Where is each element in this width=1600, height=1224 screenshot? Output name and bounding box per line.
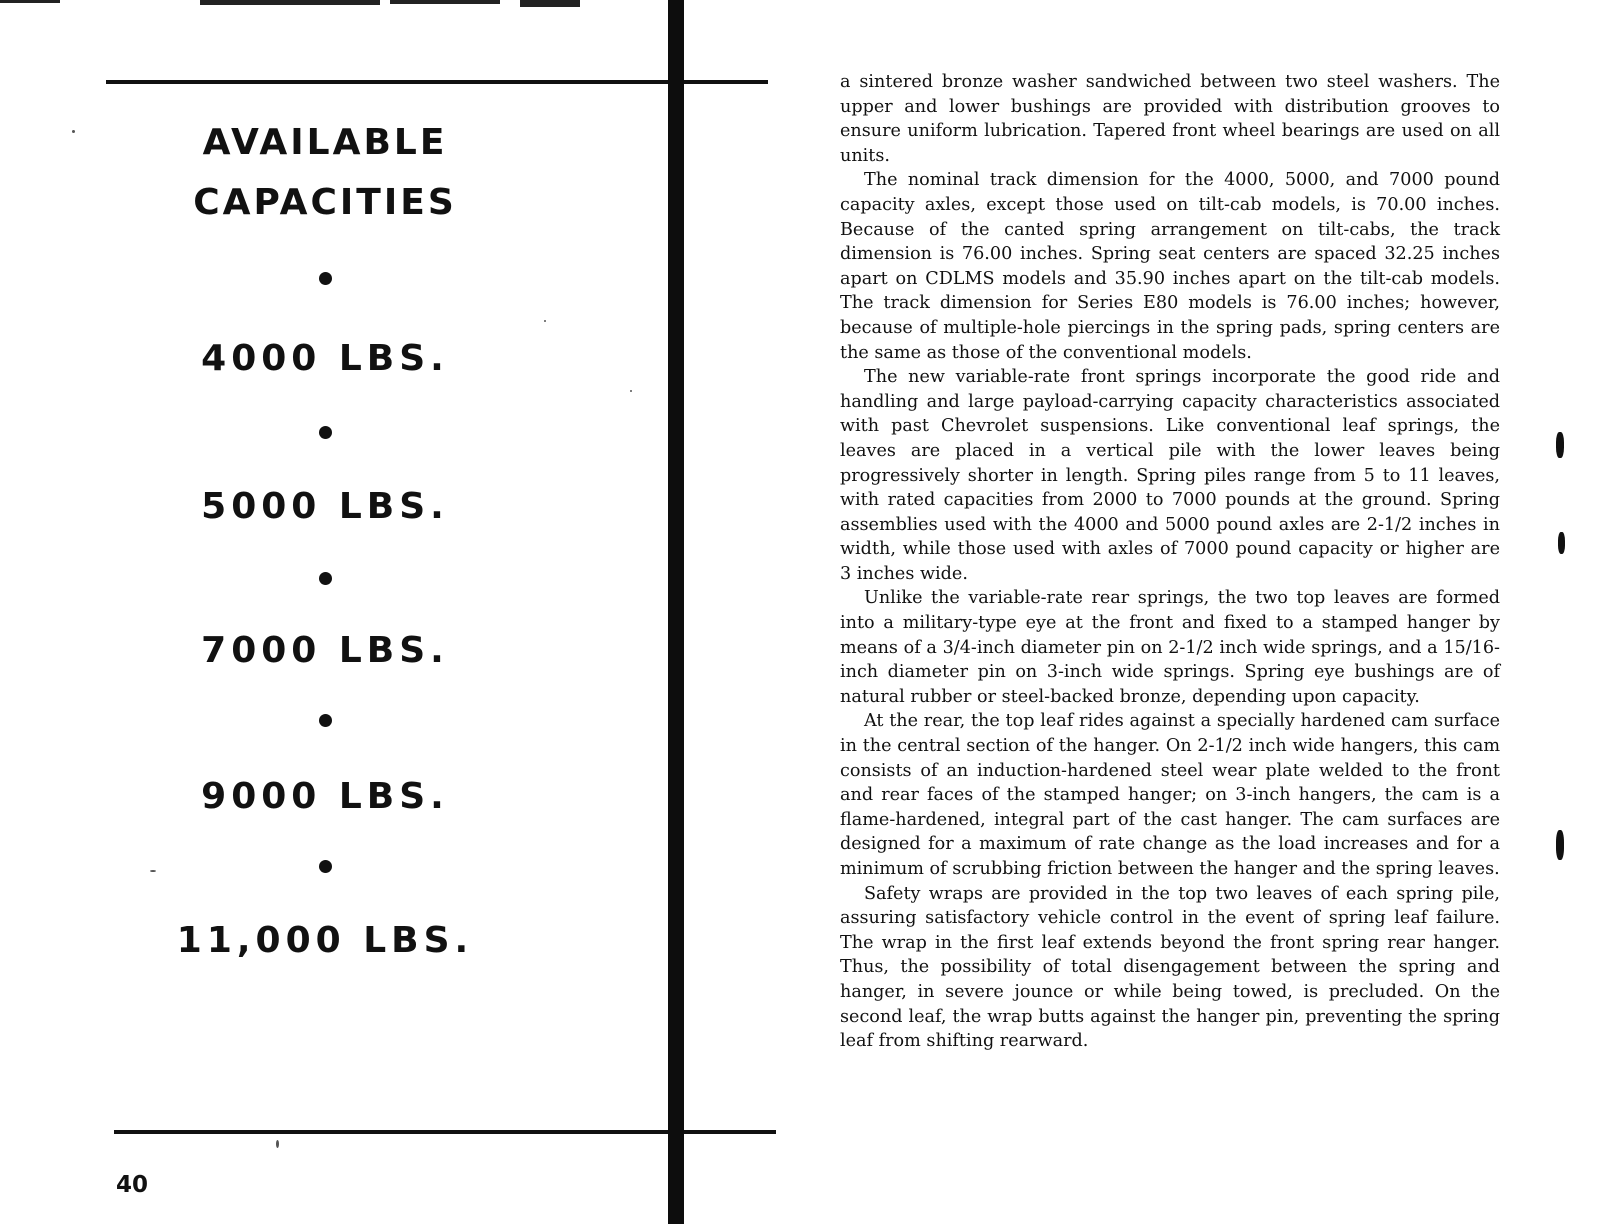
paragraph: a sintered bronze washer sandwiched between two steel washers. The upper and lower bushings are provided with distribution grooves to ensure uniform lubrication. Tapered front wheel bearings are used on all units. <box>840 72 1500 166</box>
right-page-text <box>840 70 1500 1054</box>
capacity-7000: 7000 LBS. <box>201 630 449 671</box>
bullet-dot <box>319 714 332 727</box>
capacity-9000: 9000 LBS. <box>201 776 449 817</box>
bullet-dot <box>319 572 332 585</box>
capacity-5000: 5000 LBS. <box>201 486 449 527</box>
paragraph: The new variable-rate front springs incorporate the good ride and handling and large payload-carrying capacity characteristics associated with past Chevrolet suspensions. Like conventional leaf springs, the leaves are placed in a vertical pile with the lower leaves being progressively shorter in length. Spring piles range from 5 to 11 leaves, with rated capacities from 2000 to 7000 pounds at the ground. Spring assemblies used with the 4000 and 5000 pound axles are 2-1/2 inches in width, while those used with axles of 7000 pound capacity or higher are 3 inches wide. <box>840 367 1500 584</box>
capacity-11000: 11,000 LBS. <box>176 920 474 961</box>
scan-speck <box>72 130 75 133</box>
scan-speck <box>544 320 546 322</box>
left-page <box>0 0 668 1224</box>
heading-line-1: AVAILABLE <box>202 122 448 163</box>
binding-hole-mark <box>1558 532 1565 554</box>
scan-speck <box>150 870 156 872</box>
capacity-4000: 4000 LBS. <box>201 338 449 379</box>
binding-hole-mark <box>1556 432 1564 458</box>
scan-speck <box>630 390 632 392</box>
bullet-dot <box>319 272 332 285</box>
page-number: 40 <box>116 1172 149 1198</box>
paragraph: At the rear, the top leaf rides against a specially hardened cam surface in the central section of the hanger. On 2-1/2 inch wide hangers, this cam consists of an induction-hardened steel wear plate welded to the front and rear faces of the stamped hanger; on 3-inch hangers, the cam is a flame-hardened, integral part of the cast hanger. The cam surfaces are designed for a maximum of rate change as the load increases and for a minimum of scrubbing friction between the hanger and the spring leaves. <box>840 711 1500 879</box>
bullet-dot <box>319 860 332 873</box>
scan-speck <box>276 1140 279 1148</box>
paragraph: The nominal track dimension for the 4000, 5000, and 7000 pound capacity axles, except those used on tilt-cab models, is 70.00 inches. Because of the canted spring arrangement on tilt-cabs, the track dimension is 76.00 inches. Spring seat centers are spaced 32.25 inches apart on CDLMS models and 35.90 inches apart on the tilt-cab models. The track dimension for Series E80 models is 76.00 inches; however, because of multiple-hole piercings in the spring pads, spring centers are the same as those of the conventional models. <box>840 170 1500 363</box>
heading-line-2: CAPACITIES <box>193 182 457 223</box>
paragraph: Safety wraps are provided in the top two leaves of each spring pile, assuring satisfactory vehicle control in the event of spring leaf failure. The wrap in the first leaf extends beyond the front spring rear hanger. Thus, the possibility of total disengagement between the spring and hanger, in severe jounce or while being towed, is precluded. On the second leaf, the wrap butts against the hanger pin, preventing the spring leaf from shifting rearward. <box>840 883 1500 1052</box>
binding-hole-mark <box>1556 830 1564 860</box>
paragraph: Unlike the variable-rate rear springs, the two top leaves are formed into a military-type eye at the front and fixed to a stamped hanger by means of a 3/4-inch diameter pin on 2-1/2 inch wide springs, and a 15/16-inch diameter pin on 3-inch wide springs. Spring eye bushings are of natural rubber or steel-backed bronze, depending upon capacity. <box>840 588 1500 707</box>
book-spine-gutter <box>668 0 684 1224</box>
bullet-dot <box>319 426 332 439</box>
